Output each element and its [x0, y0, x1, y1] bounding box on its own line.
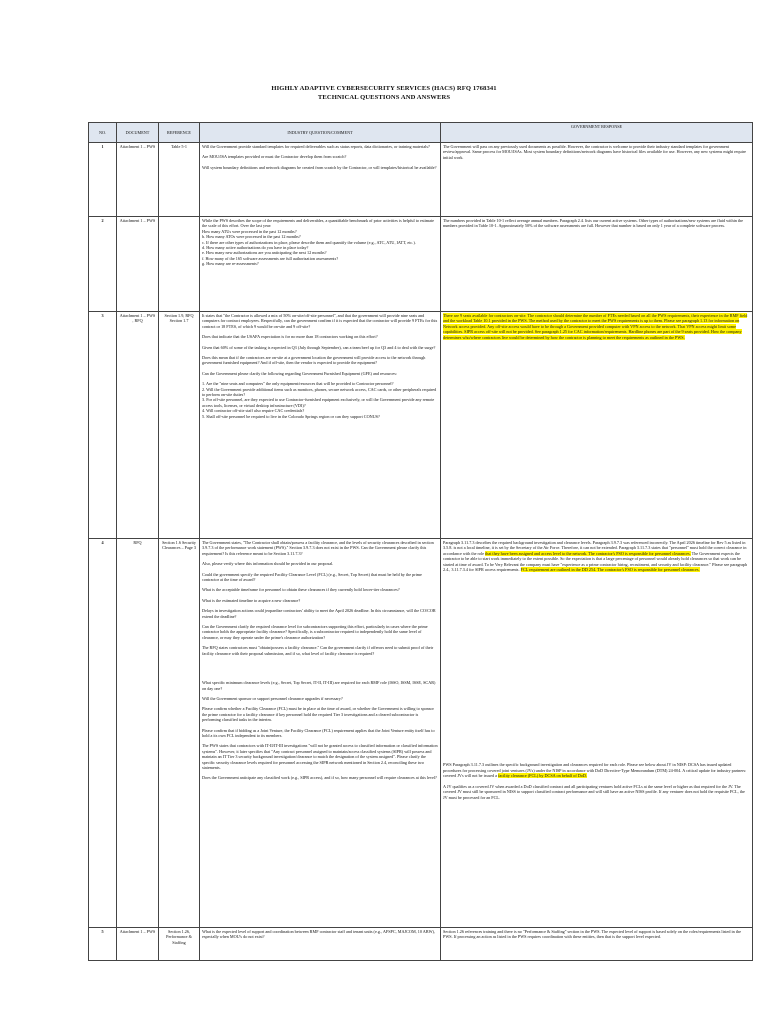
row-number: 4 — [89, 539, 117, 928]
question-paragraph: Also, please verify where this information should be provided in our proposal. — [202, 561, 334, 567]
question-paragraph: The Government states, "The Contractor shall obtain/possess a facility clearance, and the levels of security clearances described in section 3.9.7.3 of the performance work statement (PWS)." Section 3.9.7.3 does not exist in the PWS. Can the Government please clarify this requirement? Is this reference meant to be Section 3.11.7.3? — [202, 540, 434, 556]
row-question — [200, 143, 441, 217]
row-question — [200, 539, 441, 928]
response-paragraph — [443, 218, 750, 229]
row-number: 1 — [89, 143, 117, 217]
row-response — [441, 312, 753, 539]
question-paragraph: Does the Government anticipate any classified work (e.g., SIPR access), and if so, how many personnel will require clearances at this level? — [202, 775, 437, 781]
row-question — [200, 217, 441, 312]
row-document: Attachment 1 – PWS , RFQ — [117, 312, 159, 539]
response-paragraph — [443, 762, 750, 800]
response-paragraph — [443, 313, 750, 340]
question-paragraph: Will the Government sponsor or support personnel clearance upgrades if necessary? — [202, 695, 343, 701]
question-paragraph: What is the expected level of support and coordination between RMF contractor staff and tenant units (e.g., AFSPC, MAJCOM, 10 ABW), especially when MOU's do not exist? — [202, 929, 435, 940]
question-paragraph: Can the Government please clarify the following regarding Government Furnished Equipment (GFE) and resources: — [202, 370, 398, 376]
question-paragraph: Delays in investigation actions could jeopardize contractors' ability to meet the April 2026 deadline. In this circumstance, will the CO/COR extend the deadline? — [202, 608, 436, 619]
question-paragraph: The PWS states that contractors with IT-II/IT-III investigations "will not be granted access to classified information or classified information systems". However, it later specifies that "Any contract personnel assigned to maintain/access classified systems (SIPR) will possess and maintain an IT Tier 3 security background investigation/clearance to match the designation of the system assigned". Please clarify the specific security clearance levels required for personnel accessing the SIPR network mentioned in Section 2.4, reconciling these two statements. — [202, 743, 438, 770]
row-document: Attachment 1 – PWS — [117, 217, 159, 312]
row-number: 3 — [89, 312, 117, 539]
question-paragraph: Are MOU/ISA templates provided or must the Contractor develop them from scratch? — [202, 154, 347, 160]
table-row — [89, 539, 753, 928]
highlighted-text: facility clearance (FCL) by DCSA on behalf of DoD. — [498, 773, 587, 779]
question-paragraph: Does this mean that if the contractors are on-site at a government location the government will provide access to the network through government furnished equipment? And if off-site, then the vendor is expected to provide the equipment? — [202, 355, 426, 366]
row-number: 5 — [89, 928, 117, 961]
question-paragraph: Does that indicate that the USAFA expectation is for no more than 18 contractors working on this effort? — [202, 334, 378, 340]
question-paragraph: The RFQ states contractors must "obtain/possess a facility clearance." Can the government clarify if offerors need to submit proof of their facility clearance with their proposal submission, and if so, what level of facility clearance is required? — [202, 645, 434, 656]
row-response — [441, 539, 753, 928]
question-paragraph: 1. Are the "nine seats and computers" the only equipment/resources that will be provided to Contractor personnel? 2. Will the Government provide additional items such as monitors, phones, secure network access, CAC cards, or other peripherals required to perform on-site duties? 3. For off-site personnel, are they expected to use Contractor-furnished equipment exclusively, or will the Government provide any remote access tools, licenses, or virtual desktop infrastructure (VDI)? 4. Will contractor off-site staff also require CAC credentials? 5. Shall off-site personnel be required to live in the Colorado Springs region or can they support CONUS? — [202, 381, 437, 419]
qa-table — [88, 122, 753, 961]
row-reference: Table 5-1 — [159, 143, 200, 217]
question-paragraph — [202, 661, 438, 675]
response-text: PWS Paragraph 3.11.7.3 outlines the specific background investigation and clearances required for each role. Please see below about JV in NISP: DCSA has issued updated procedures for processing covered joint ventures (JVs) under the NISP in accordance with DoD Directive-Type Memorandum (DTM) 24-004. A critical update for industry partners: covered JVs will not be issued a — [443, 762, 747, 779]
title-line-2: TECHNICAL QUESTIONS AND ANSWERS — [317, 94, 451, 101]
document-title — [0, 84, 768, 102]
table-row — [89, 312, 753, 539]
table-row — [89, 928, 753, 961]
question-paragraph: While the PWS describes the scope of the requirements and deliverables, a quantifiable benchmark of prior activities is helpful to estimate the scale of this effort. Over the last year: How many ATUs were processed in the past 12 months? b. How many ATOs were processed in the past 12 months? c. If there are other types of authorizations in place, please describe them and quantify the volume (e.g., ATC, ATU, IATT, etc.). d. How many active authorizations do you have in place today? e. How many new authorizations are you anticipating the next 12 months? f. How many of the 165 software assessments are full authorization assessments? g. How many are re-assessments? — [202, 218, 434, 267]
highlighted-text: FCL requirement are outlined in the DD 254. The contractor's FSO is responsible for personnel clearances. — [520, 567, 700, 573]
row-response — [441, 217, 753, 312]
header-document: DOCUMENT — [117, 123, 159, 143]
header-no: NO. — [89, 123, 117, 143]
question-paragraph: Please confirm that if bidding as a Joint Venture, the Facility Clearance (FCL) requirement applies that the Joint Venture entity itself has to hold a its own FCL independent to its members. — [202, 727, 435, 738]
title-line-1: HIGHLY ADAPTIVE CYBERSECURITY SERVICES (HACS) RFQ 1768341 — [271, 85, 497, 92]
response-text: Paragraph 3.11.7.3 describes the required background investigation and clearance levels. Paragraph 3.9.7.3 was referenced incorrectly. The April 2026 timeline for Rev 5 as listed in 3.5.8. is not a local timeline, it is set by the Secretary of the Air Force. Therefore, it can not be extended. Paragraph 3.11.7.3 states that "personnel" must hold the correct clearance in accordance with the role — [443, 540, 747, 556]
highlighted-text: There are 9 seats available for contractors on-site. The contractor should determine the number of FTEs needed based on all the PWS requirements, their experience in the RMF field and the workload Table 10.1 provided in the PWS. The method used by the contractor to meet the PWS requirements is up to them. Please see paragraph 1.13 for information on Network access provided. Any off-site access would have to be through a Government provided computer with VPN access to the network. That VPN access might limit some capabilities. SIPR access off-site will not be provided. See paragraph 1.25 for CAC information/requirements. Hardline phones are part of the 9 seats provided. How the company determines who/where contractors live would be determined by how the contractor is planning to meet the requirements as outlined in the PWS. — [443, 313, 748, 340]
question-paragraph: What specific minimum clearance levels (e.g., Secret, Top Secret, IT-II, IT-III) are required for each RMF role (ISSO, ISSM, ISSE, SCAR) on day one? — [202, 680, 436, 691]
row-document: Attachment 1 – PWS — [117, 928, 159, 961]
row-response — [441, 928, 753, 961]
question-paragraph: Please confirm whether a Facility Clearance (FCL) must be in place at the time of award, or whether the Government is willing to sponsor the prime contractor for a facility clearance if key personnel hold the required Tier 3 investigations and a cleared subcontractor is performing classified tasks in the interim. — [202, 706, 434, 723]
row-number: 2 — [89, 217, 117, 312]
question-paragraph: Given that 60% of some of the tasking is expected in Q3 (July through September), can a team beef up for Q3 and 4 to deal with the surge? — [202, 344, 436, 350]
row-question — [200, 312, 441, 539]
row-document: RFQ — [117, 539, 159, 928]
table-row — [89, 143, 753, 217]
header-reference: REFERENCE — [159, 123, 200, 143]
response-paragraph — [443, 540, 750, 572]
response-text: The numbers provided in Table 10-1 reflect average annual numbers. Paragraph 2.4. lists our current active systems. Other types of authorizations/new systems are fluid within the numbers provided in Table 10-1. Approximately 50% of the software assessments are full. However that number is based on only 1 year of a complete software process. — [443, 218, 743, 229]
table-row — [89, 217, 753, 312]
response-paragraph — [443, 144, 750, 160]
response-paragraph — [443, 929, 750, 940]
row-response — [441, 143, 753, 217]
question-paragraph: Can the Government clarify the required clearance level for subcontractors supporting this effort, particularly in cases where the prime contractor holds the appropriate facility clearance? Specifically, is a subcontractor required to independently hold the same level of clearance, or may they operate under the prime's clearance authorization? — [202, 624, 428, 640]
header-row — [89, 123, 753, 143]
question-paragraph: What is the estimated timeline to acquire a new clearance? — [202, 597, 301, 603]
question-paragraph: Will the Government provide standard templates for required deliverables such as status reports, data dictionaries, or training materials? — [202, 144, 430, 149]
header-question: INDUSTRY QUESTION/COMMENT — [200, 123, 441, 143]
response-text: The Government will pass on any previously used documents as possible. However, the contractor is welcome to provide their industry standard templates for government review/approval. Same process for MOU/ISAs. Most system boundary definitions/network diagrams have historical files available for use. However, any new systems might require initial work. — [443, 144, 747, 160]
highlighted-text: that they have been assigned and access level to the network. The contractor's FSO is responsible for personnel clearances. — [485, 550, 691, 556]
response-text: Section 1.26 references training and there is no "Performance & Staffing" section in the PWS. The expected level of support is based solely on the roles/requirements listed in the PWS. If processing an action as listed in the PWS requires coordination with these entities, then that is the support level expected. — [443, 929, 741, 940]
question-paragraph: What is the acceptable timeframe for personnel to obtain these clearances if they currently hold lower-tier clearances? — [202, 587, 400, 593]
question-paragraph: It states that "the Contractor is allowed a mix of 50% on-site/off-site personnel", and that the government will provide nine seats and computers for contract employees. Respectfully, can the government confirm if it is expected that the contractor will provide 9 FTEs for this contract or 18 FTES, of which 9 would be on-site and 9 off-site? — [202, 313, 438, 329]
question-paragraph: Will system boundary definitions and network diagrams be created from scratch by the Contractor, or will templates/historical be available? — [202, 164, 437, 170]
row-document: Attachment 1 – PWS — [117, 143, 159, 217]
row-reference — [159, 217, 200, 312]
row-reference: Section 1.26, Performance & Staffing — [159, 928, 200, 961]
header-response: GOVERNMENT RESPONSE — [441, 123, 753, 143]
row-reference: Section 1.9, RFQ Section 1.7 — [159, 312, 200, 539]
row-question — [200, 928, 441, 961]
response-text: A JV qualifies as a covered JV when awarded a DoD classified contract and all participating ventures hold active FCLs at the same level or higher as that required for the JV. The covered JV must still be sponsored in NISS to support classified contract performance and will still have an active NISS profile. If any venturer does not hold the requisite FCL, the JV must be processed for an FCL. — [443, 784, 745, 800]
question-paragraph: Could the government specify the required Facility Clearance Level (FCL) (e.g., Secret, Top Secret) that must be held by the prime contractor at the time of award? — [202, 571, 422, 583]
row-reference: Section 1.6 Security Clearances – Page 3 — [159, 539, 200, 928]
response-text: The Government expects the contractor to be able to start work immediately to the extent possible. So the expectation is that a large percentage of personnel would already hold clearances so that work can be started at time of award. To be Very Relevant the company must have "experience as a prime contractor hiring, recruitment, and security and facility clearance." Please see paragraph 2.4., 3.11.7.3.4 for SIPR access requirements. — [443, 550, 747, 573]
